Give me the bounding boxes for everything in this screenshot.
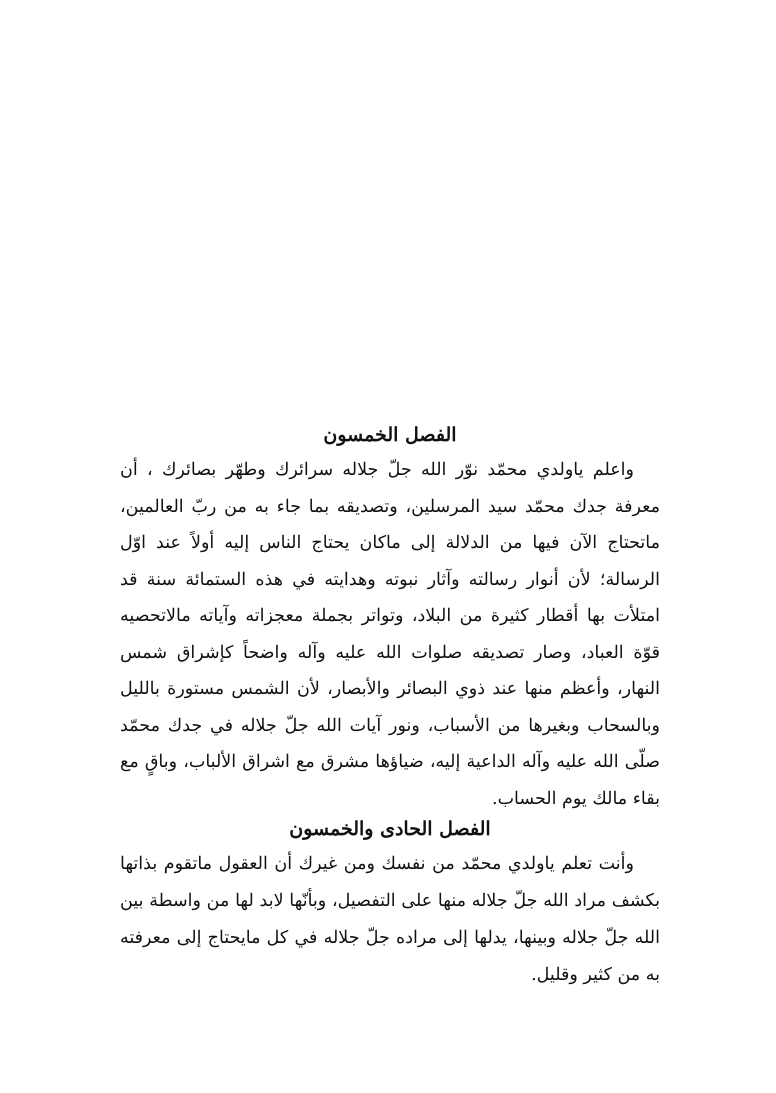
chapter-50 bbox=[120, 420, 660, 817]
chapter-paragraph: واعلم ياولدي محمّد نوّر الله جلّ جلاله سرائرك وطهّر بصائرك ، أن معرفة جدك محمّد سيد المرسلين، وتصديقه بما جاء به من ربّ العالمين، ماتحتاج الآن فيها من الدلالة إلى ماكان يحتاج الناس إليه أولاً عند اوّل الرسالة؛ لأن أنوار رسالته وآثار نبوته وهدايته في هذه الستمائة سنة قد امتلأت بها أقطار كثيرة من البلاد، وتواتر بجملة معجزاته وآياته مالاتحصيه قوّة العباد، وصار تصديقه صلوات الله عليه وآله واضحاً كإشراق شمس النهار، وأعظم منها عند ذوي البصائر والأبصار، لأن الشمس مستورة بالليل وبالسحاب وبغيرها من الأسباب، ونور آيات الله جلّ جلاله في جدك محمّد صلّى الله عليه وآله الداعية إليه، ضياؤها مشرق مع اشراق الألباب، وباقٍ مع بقاء مالك يوم الحساب. bbox=[120, 460, 660, 809]
chapter-heading: الفصل الحادى والخمسون bbox=[289, 818, 491, 840]
chapter-paragraph: وأنت تعلم ياولدي محمّد من نفسك ومن غيرك أن العقول ماتقوم بذاتها بكشف مراد الله جلّ جلاله منها على التفصيل، وبأنّها لابد لها من واسطة بين الله جلّ جلاله وبينها، يدلها إلى مراده جلّ جلاله في كل مايحتاج إلى معرفته به من كثير وقليل. bbox=[120, 854, 660, 985]
chapter-51 bbox=[120, 814, 660, 994]
chapter-heading: الفصل الخمسون bbox=[323, 424, 457, 446]
